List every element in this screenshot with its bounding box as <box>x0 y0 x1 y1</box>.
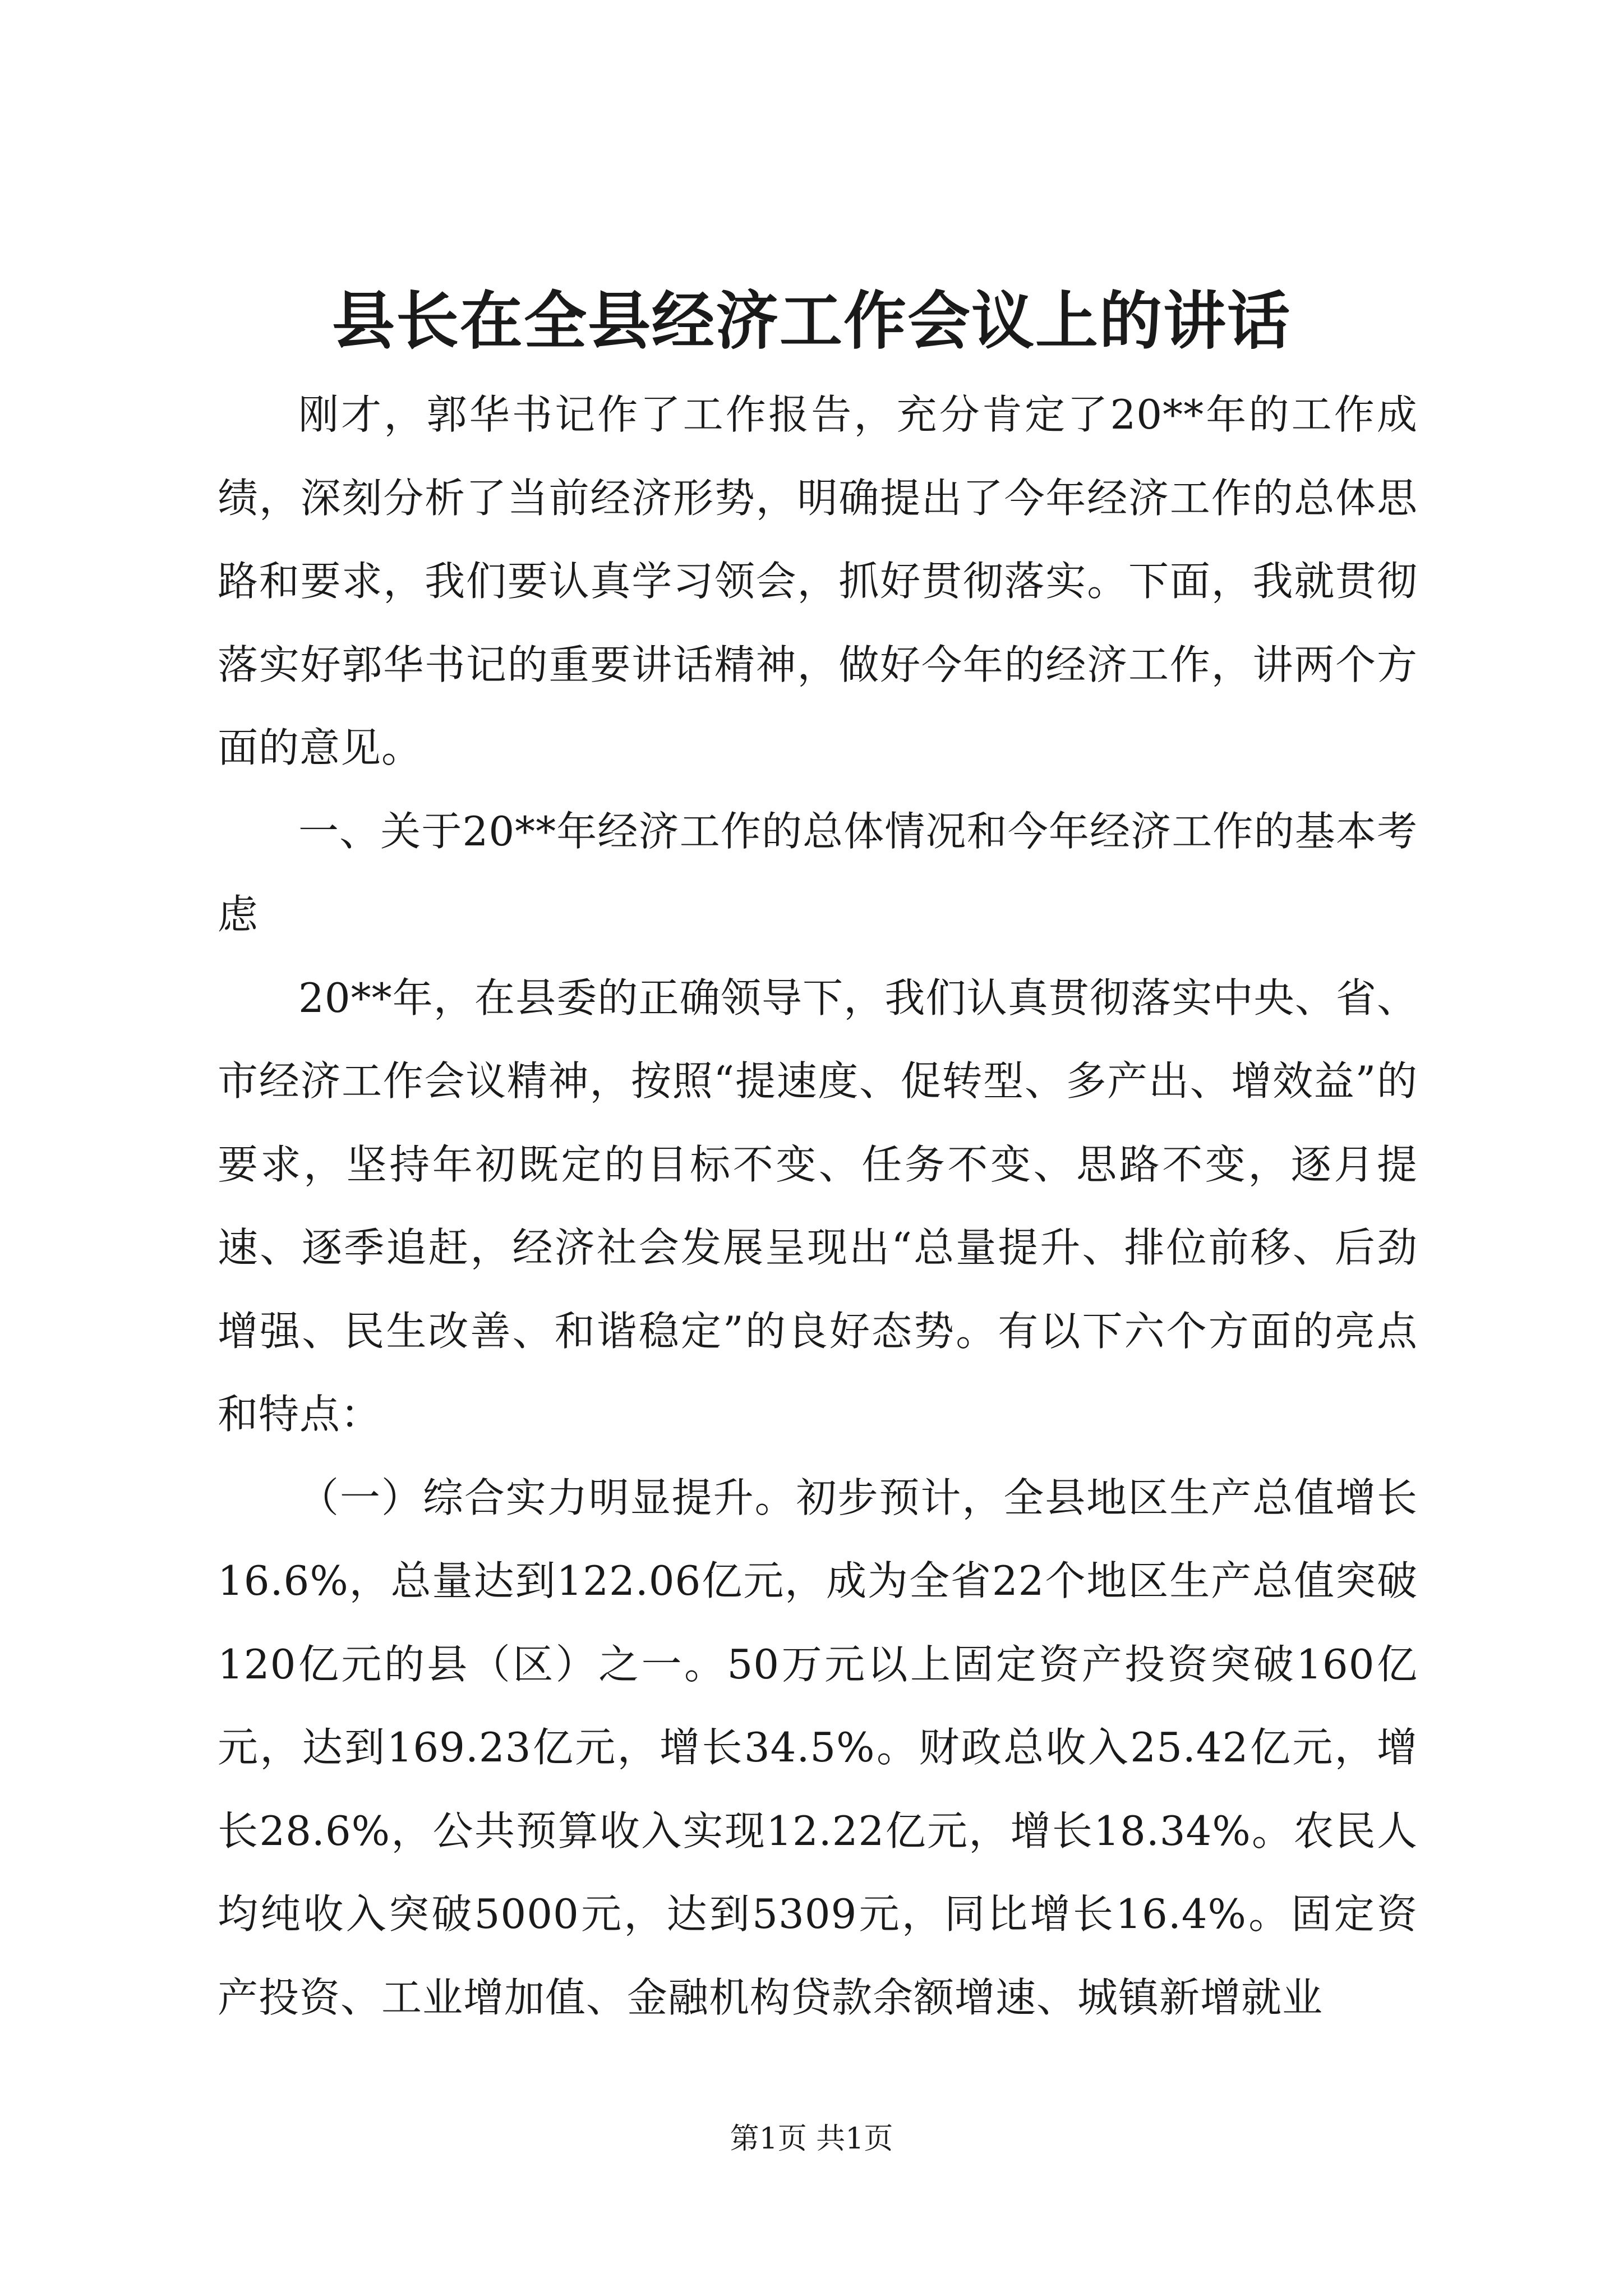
paragraph-intro: 刚才，郭华书记作了工作报告，充分肯定了20**年的工作成绩，深刻分析了当前经济形势，明确提出了今年经济工作的总体思路和要求，我们要认真学习领会，抓好贯彻落实。下面，我就贯彻落实好郭华书记的重要讲话精神，做好今年的经济工作，讲两个方面的意见。 <box>218 391 1418 771</box>
section-heading-1: 一、关于20**年经济工作的总体情况和今年经济工作的基本考虑 <box>218 807 1418 938</box>
document-title: 县长在全县经济工作会议上的讲话 <box>332 284 1291 358</box>
page-footer: 第1页 共1页 <box>730 2122 893 2156</box>
document-body <box>218 373 1418 2039</box>
paragraph-overview: 20**年，在县委的正确领导下，我们认真贯彻落实中央、省、市经济工作会议精神，按照“提速度、促转型、多产出、增效益”的要求，坚持年初既定的目标不变、任务不变、思路不变，逐月提速、逐季追赶，经济社会发展呈现出“总量提升、排位前移、后劲增强、民生改善、和谐稳定”的良好态势。有以下六个方面的亮点和特点： <box>218 974 1418 1438</box>
paragraph-point-1: （一）综合实力明显提升。初步预计，全县地区生产总值增长16.6%，总量达到122.06亿元，成为全省22个地区生产总值突破120亿元的县（区）之一。50万元以上固定资产投资突破160亿元，达到169.23亿元，增长34.5%。财政总收入25.42亿元，增长28.6%，公共预算收入实现12.22亿元，增长18.34%。农民人均纯收入突破5000元，达到5309元，同比增长16.4%。固定资产投资、工业增加值、金融机构贷款余额增速、城镇新增就业 <box>218 1474 1418 2021</box>
